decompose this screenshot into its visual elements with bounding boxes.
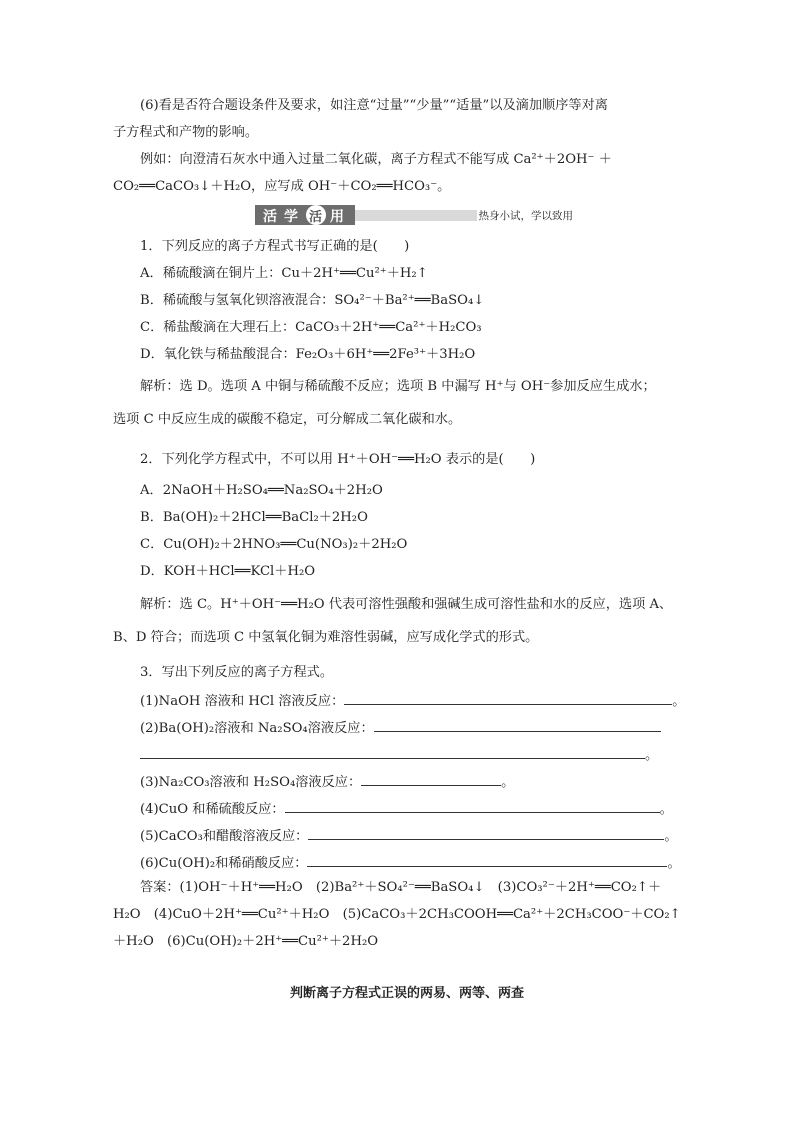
banner-slogan: 热身小试，学以致用	[478, 210, 573, 222]
intro-paragraph-line: 子方程式和产物的影响。	[113, 125, 259, 140]
banner-char: 用	[330, 209, 344, 225]
answer-blank[interactable]	[374, 717, 661, 732]
question-3-item-continuation	[140, 744, 658, 765]
question-3-stem: 3．写出下列反应的离子方程式。	[140, 665, 334, 680]
answer-blank[interactable]	[307, 852, 667, 867]
question-3-item	[140, 717, 661, 738]
item-label: (6)Cu(OH)₂和稀硝酸反应：	[140, 856, 308, 871]
question-1-option: C．稀盐酸滴在大理石上：CaCO₃＋2H⁺══Ca²⁺＋H₂CO₃	[140, 320, 482, 335]
period: 。	[664, 829, 678, 844]
example-line: CO₂══CaCO₃↓＋H₂O，应写成 OH⁻＋CO₂══HCO₃⁻。	[113, 179, 451, 194]
answer-blank[interactable]	[308, 825, 664, 840]
banner-char: 活	[263, 209, 277, 225]
question-3-item	[140, 852, 681, 873]
question-2-analysis: B、D 符合；而选项 C 中氢氧化铜为难溶性弱碱，应写成化学式的形式。	[113, 630, 539, 645]
question-1-analysis: 选项 C 中反应生成的碳酸不稳定，可分解成二氧化碳和水。	[113, 412, 462, 427]
question-2-option: D．KOH＋HCl══KCl＋H₂O	[140, 564, 316, 579]
question-1-analysis: 解析：选 D。选项 A 中铜与稀硫酸不反应；选项 B 中漏写 H⁺与 OH⁻参加反应生成水；	[140, 379, 656, 394]
period: 。	[501, 775, 515, 790]
question-2-option: A．2NaOH＋H₂SO₄══Na₂SO₄＋2H₂O	[140, 483, 383, 498]
question-1-option: D．氧化铁与稀盐酸混合：Fe₂O₃＋6H⁺══2Fe³⁺＋3H₂O	[140, 347, 476, 362]
question-3-item	[140, 825, 678, 846]
question-1-stem: 1．下列反应的离子方程式书写正确的是( )	[140, 239, 410, 254]
period: 。	[672, 694, 686, 709]
section-banner	[255, 205, 575, 225]
item-label: (1)NaOH 溶液和 HCl 溶液反应：	[140, 694, 345, 709]
period: 。	[645, 748, 659, 763]
question-3-answer: H₂O (4)CuO＋2H⁺══Cu²⁺＋H₂O (5)CaCO₃＋2CH₃COOH══Ca²⁺＋2CH₃COO⁻＋CO₂↑	[113, 907, 681, 922]
question-2-analysis: 解析：选 C。H⁺＋OH⁻══H₂O 代表可溶性强酸和强碱生成可溶性盐和水的反应，选项 A、	[140, 597, 673, 612]
banner-char: 活	[309, 210, 323, 225]
question-3-answer: 答案：(1)OH⁻＋H⁺══H₂O (2)Ba²⁺＋SO₄²⁻══BaSO₄↓ (3)CO₃²⁻＋2H⁺══CO₂↑＋	[140, 880, 662, 895]
answer-blank[interactable]	[361, 771, 501, 786]
question-3-item	[140, 771, 514, 792]
item-label: (2)Ba(OH)₂溶液和 Na₂SO₄溶液反应：	[140, 721, 374, 736]
answer-blank[interactable]	[140, 744, 645, 759]
banner-title	[255, 205, 355, 225]
question-3-answer: ＋H₂O (6)Cu(OH)₂＋2H⁺══Cu²⁺＋2H₂O	[113, 934, 379, 949]
question-2-option: C．Cu(OH)₂＋2HNO₃══Cu(NO₃)₂＋2H₂O	[140, 537, 408, 552]
section-heading: 判断离子方程式正误的两易、两等、两查	[290, 986, 525, 1001]
item-label: (3)Na₂CO₃溶液和 H₂SO₄溶液反应：	[140, 775, 362, 790]
question-3-item	[140, 690, 685, 711]
question-2-stem: 2．下列化学方程式中，不可以用 H⁺＋OH⁻══H₂O 表示的是( )	[140, 452, 536, 467]
intro-paragraph-line: (6)看是否符合题设条件及要求，如注意“过量”“少量”“适量”以及滴加顺序等对离	[140, 98, 608, 113]
banner-circle-badge	[306, 205, 326, 225]
answer-blank[interactable]	[344, 690, 672, 705]
question-1-option: A．稀硫酸滴在铜片上：Cu＋2H⁺══Cu²⁺＋H₂↑	[140, 266, 428, 281]
banner-char: 学	[284, 209, 298, 225]
period: 。	[667, 856, 681, 871]
item-label: (4)CuO 和稀硫酸反应：	[140, 802, 285, 817]
question-1-option: B．稀硫酸与氢氧化钡溶液混合：SO₄²⁻＋Ba²⁺══BaSO₄↓	[140, 293, 485, 308]
example-line: 例如：向澄清石灰水中通入过量二氧化碳，离子方程式不能写成 Ca²⁺＋2OH⁻ ＋	[140, 152, 612, 167]
item-label: (5)CaCO₃和醋酸溶液反应：	[140, 829, 309, 844]
period: 。	[659, 802, 673, 817]
question-2-option: B．Ba(OH)₂＋2HCl══BaCl₂＋2H₂O	[140, 510, 368, 525]
answer-blank[interactable]	[285, 798, 660, 813]
question-3-item	[140, 798, 673, 819]
